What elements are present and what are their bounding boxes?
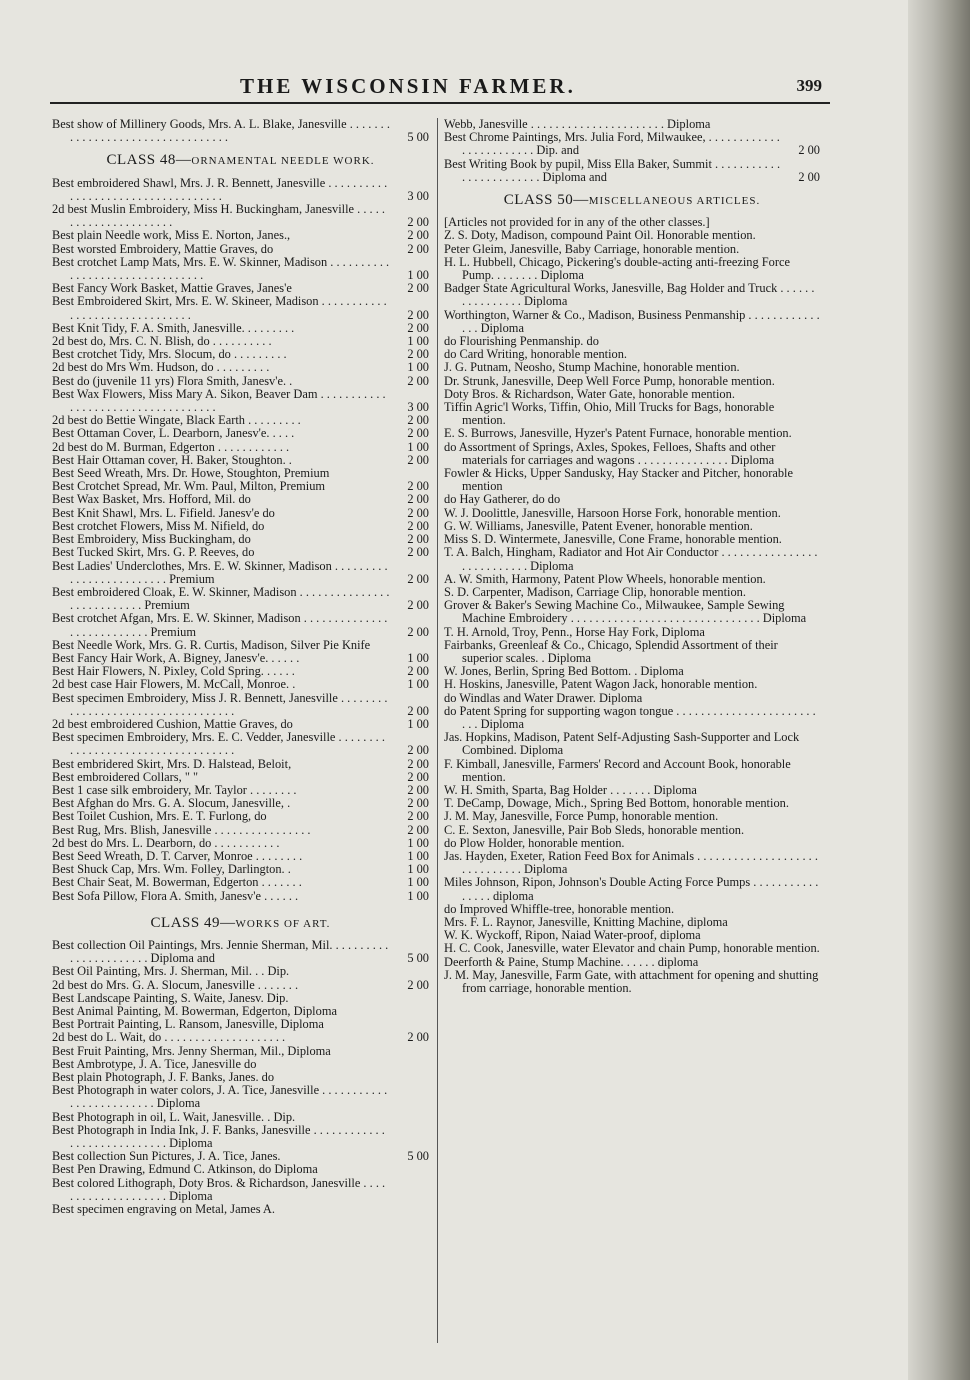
entry-amount: 2 00 [407,241,429,256]
entry-amount: 2 00 [407,307,429,322]
entry-text: 2d best do L. Wait, do . . . . . . . . . . . . . . . . . . . . [52,1030,286,1045]
page-header [50,72,830,104]
entry-text: J. M. May, Janesville, Force Pump, honorable mention. [444,809,719,824]
entry-text: Best Knit Tidy, F. A. Smith, Janesville. . . . . . . . . [52,320,295,335]
list-item [52,388,429,414]
class-48-number: CLASS 48— [106,152,192,169]
list-item [444,705,820,731]
entry-amount: 2 00 [407,571,429,586]
class-50-note: [Articles not provided for in any of the other classes.] [444,215,710,230]
list-item [444,361,820,374]
entry-text: Best specimen Embroidery, Mrs. E. C. Vedder, Janesville . . . . . . . . . . . . . . . . . . . . . . . . . . . . . . . . . . . [52,730,385,758]
list-item [52,824,429,837]
entry-amount: 5 00 [407,130,429,145]
list-item [52,295,429,321]
entry-text: Best crotchet Tidy, Mrs. Slocum, do . . . . . . . . . [52,347,287,362]
entry-text: Fairbanks, Greenleaf & Co., Chicago, Splendid Assortment of their superior scales. . Diploma [444,637,778,665]
entry-text: G. W. Williams, Janesville, Patent Evener, honorable mention. [444,518,753,533]
entry-text: Best Afghan do Mrs. G. A. Slocum, Janesville, . [52,796,291,811]
list-item [52,890,429,903]
entry-text: Best worsted Embroidery, Mattie Graves, do [52,241,274,256]
list-item [444,441,820,467]
entry-text: Dr. Strunk, Janesville, Deep Well Force Pump, honorable mention. [444,373,775,388]
entry-text: Best Pen Drawing, Edmund C. Atkinson, do Diploma [52,1162,318,1177]
entry-amount: 2 00 [407,664,429,679]
entry-text: 2d best do Bettie Wingate, Black Earth . . . . . . . . . [52,413,301,428]
entry-amount: 1 00 [407,875,429,890]
entry-text: Best crotchet Lamp Mats, Mrs. E. W. Skinner, Madison . . . . . . . . . . . . . . . . . . . . . . . . . . . . . . . . [52,254,390,283]
entry-amount: 2 00 [407,452,429,467]
entry-text: Grover & Baker's Sewing Machine Co., Milwaukee, Sample Sewing Machine Embroidery . . . . . . . . . . . . . . . . . . . . . . . . . . . . . . . Diploma [444,598,807,626]
list-item [52,441,429,454]
column-divider [437,118,438,1343]
entry-text: 2d best do Mrs. G. A. Slocum, Janesville . . . . . . . [52,977,299,992]
entry-text: Best Shuck Cap, Mrs. Wm. Folley, Darlington. . [52,862,291,877]
list-item [52,177,429,203]
entry-text: H. Hoskins, Janesville, Patent Wagon Jack, honorable mention. [444,677,758,692]
entry-text: do Plow Holder, honorable mention. [444,835,625,850]
class-50-entries [444,229,820,995]
entry-amount: 2 00 [407,756,429,771]
list-item [52,1111,429,1124]
list-item [444,507,820,520]
entry-amount: 3 00 [407,400,429,415]
entry-amount: 2 00 [407,413,429,428]
entry-text: do Windlas and Water Drawer. Diploma [444,690,643,705]
list-item [52,256,429,282]
entry-text: Peter Gleim, Janesville, Baby Carriage, honorable mention. [444,241,740,256]
list-item [444,467,820,493]
list-item [444,731,820,757]
entry-text: Best Tucked Skirt, Mrs. G. P. Reeves, do [52,545,255,560]
class-48-title: ORNAMENTAL NEEDLE WORK. [191,155,375,168]
list-item [52,810,429,823]
list-item [52,771,429,784]
list-item [444,282,820,308]
list-item [444,903,820,916]
list-item [444,639,820,665]
entry-text: do Flourishing Penmanship. do [444,334,599,349]
list-item [52,560,429,586]
list-item [444,546,820,572]
class-49-title: WORKS OF ART. [235,917,331,930]
entry-text: Miss S. D. Wintermete, Janesville, Cone Frame, honorable mention. [444,532,782,547]
entry-text: Best specimen engraving on Metal, James A. [52,1202,275,1217]
list-item [444,256,820,282]
entry-text: Best embridered Skirt, Mrs. D. Halstead, Beloit, [52,756,292,771]
right-intro-list [444,118,820,184]
entry-text: Tiffin Agric'l Works, Tiffin, Ohio, Mill Trucks for Bags, honorable mention. [444,400,775,428]
list-item [52,1124,429,1150]
entry-text: Best Ladies' Underclothes, Mrs. E. W. Skinner, Madison . . . . . . . . . . . . . . . . . . . . . . . . . Premium [52,558,388,586]
list-item [52,965,429,978]
class-48-entries [52,177,429,903]
list-item [444,824,820,837]
entry-text: 2d best do Mrs. L. Dearborn, do . . . . . . . . . . . [52,835,280,850]
entry-text: Badger State Agricultural Works, Janesville, Bag Holder and Truck . . . . . . . . . . . . . . . . Diploma [444,281,815,309]
list-item [444,626,820,639]
entry-text: J. G. Putnam, Neosho, Stump Machine, honorable mention. [444,360,740,375]
entry-text: Best Oil Painting, Mrs. J. Sherman, Mil. . . Dip. [52,964,290,979]
entry-text: 2d best do, Mrs. C. N. Blish, do . . . . . . . . . . [52,334,272,349]
class-48-heading [52,154,429,168]
entry-amount: 2 00 [407,228,429,243]
list-item [444,229,820,242]
entry-amount: 1 00 [407,862,429,877]
entry-amount: 2 00 [407,545,429,560]
list-item [52,612,429,638]
list-item [52,1163,429,1176]
entry-text: 2d best embroidered Cushion, Mattie Graves, do [52,716,293,731]
entry-amount: 1 00 [407,677,429,692]
entry-text: Best Fruit Painting, Mrs. Jenny Sherman, Mil., Diploma [52,1043,331,1058]
entry-text: Best Landscape Painting, S. Waite, Janesv. Dip. [52,990,289,1005]
entry-text: Best Chrome Paintings, Mrs. Julia Ford, Milwaukee, . . . . . . . . . . . . . . . . . . . . . . . . Dip. and [444,130,780,158]
entry-text: Fowler & Hicks, Upper Sandusky, Hay Stacker and Pitcher, honorable mention [444,466,793,494]
list-item [444,956,820,969]
entry-amount: 2 00 [407,215,429,230]
entry-amount: 1 00 [407,835,429,850]
entry-amount: 2 00 [798,169,820,184]
entry-text: Best Hair Flowers, N. Pixley, Cold Spring. . . . . . [52,664,295,679]
entry-text: Best plain Needle work, Miss E. Norton, Janes., [52,228,291,243]
entry-text: Best Sofa Pillow, Flora A. Smith, Janesv'e . . . . . . [52,888,299,903]
entry-text: do Patent Spring for supporting wagon tongue . . . . . . . . . . . . . . . . . . . . . . . . . . Diploma [444,703,816,731]
list-item [52,1203,429,1216]
list-item [52,1045,429,1058]
list-item [52,546,429,559]
entry-amount: 2 00 [407,977,429,992]
list-item [444,942,820,955]
entry-text: do Hay Gatherer, do do [444,492,561,507]
entry-text: T. DeCamp, Dowage, Mich., Spring Bed Bottom, honorable mention. [444,796,789,811]
entry-text: Best specimen Embroidery, Miss J. R. Bennett, Janesville . . . . . . . . . . . . . . . . . . . . . . . . . . . . . . . . . . . [52,690,388,718]
entry-text: Best Embroidered Skirt, Mrs. E. W. Skineer, Madison . . . . . . . . . . . . . . . . . . . . . . . . . . . . . . . [52,294,387,322]
book-binding-edge [908,0,970,1380]
list-item [52,507,429,520]
list-item [444,401,820,427]
list-item [52,375,429,388]
list-item [444,243,820,256]
entry-text: H. L. Hubbell, Chicago, Pickering's double-acting anti-freezing Force Pump. . . . . . . . Diploma [444,254,790,283]
entry-text: Best Fancy Work Basket, Mattie Graves, Janes'e [52,281,292,296]
entry-text: H. C. Cook, Janesville, water Elevator and chain Pump, honorable mention. [444,941,820,956]
entry-text: W. Jones, Berlin, Spring Bed Bottom. . Diploma [444,664,684,679]
entry-text: Best embroidered Shawl, Mrs. J. R. Bennett, Janesville . . . . . . . . . . . . . . . . . . . . . . . . . . . . . . . . . . . [52,175,388,203]
entry-amount: 2 00 [407,782,429,797]
entry-amount: 2 00 [407,532,429,547]
entry-amount: 2 00 [407,479,429,494]
list-item [52,758,429,771]
list-item [444,810,820,823]
entry-amount: 2 00 [407,822,429,837]
entry-text: Worthington, Warner & Co., Madison, Business Penmanship . . . . . . . . . . . . . . . Diploma [444,307,820,335]
class-50-title: MISCELLANEOUS ARTICLES. [588,195,761,208]
class-50-heading [444,194,820,208]
list-item [52,1031,429,1044]
entry-text: Best Photograph in India Ink, J. F. Banks, Janesville . . . . . . . . . . . . . . . . . . . . . . . . . . . . Diploma [52,1122,385,1151]
entry-amount: 5 00 [407,951,429,966]
list-item [52,939,429,965]
entry-text: Best Seed Wreath, Mrs. Dr. Howe, Stoughton, Premium [52,466,330,481]
list-item [52,731,429,757]
entry-text: do Assortment of Springs, Axles, Spokes, Felloes, Shafts and other materials for carriages and wagons . . . . . . . . . . . . . . . Diploma [444,439,776,467]
entry-amount: 2 00 [798,143,820,158]
entry-amount: 1 00 [407,360,429,375]
entry-text: Best collection Sun Pictures, J. A. Tice, Janes. [52,1149,281,1164]
entry-text: Best Ottaman Cover, L. Dearborn, Janesv'e. . . . . [52,426,295,441]
list-item [52,203,429,229]
entry-amount: 1 00 [407,650,429,665]
list-item [52,979,429,992]
entry-text: Best plain Photograph, J. F. Banks, Janes. do [52,1070,275,1085]
entry-text: Best do (juvenile 11 yrs) Flora Smith, Janesv'e. . [52,373,293,388]
entry-text: Z. S. Doty, Madison, compound Paint Oil. Honorable mention. [444,228,756,243]
entry-text: Best Rug, Mrs. Blish, Janesville . . . . . . . . . . . . . . . . [52,822,311,837]
entry-text: Best Knit Shawl, Mrs. L. Fifield. Janesv'e do [52,505,275,520]
entry-text: Best crotchet Afgan, Mrs. E. W. Skinner, Madison . . . . . . . . . . . . . . . . . . . . . . . . . . . Premium [52,611,388,639]
entry-amount: 2 00 [407,769,429,784]
entry-text: W. J. Doolittle, Janesville, Harsoon Horse Fork, honorable mention. [444,505,781,520]
entry-amount: 2 00 [407,320,429,335]
entry-text: T. H. Arnold, Troy, Penn., Horse Hay Fork, Diploma [444,624,705,639]
entry-text: 2d best case Hair Flowers, M. McCall, Monroe. . [52,677,296,692]
entry-amount: 2 00 [407,347,429,362]
list-item [444,427,820,440]
list-item [52,837,429,850]
entry-amount: 1 00 [407,268,429,283]
entry-amount: 1 00 [407,888,429,903]
entry-amount: 2 00 [407,624,429,639]
entry-text: Deerforth & Paine, Stump Machine. . . . . . diploma [444,954,699,969]
list-item [52,427,429,440]
entry-amount: 2 00 [407,492,429,507]
list-item [52,118,429,144]
entry-amount: 1 00 [407,716,429,731]
entry-text: Miles Johnson, Ripon, Johnson's Double Acting Force Pumps . . . . . . . . . . . . . . . . diploma [444,875,819,903]
entry-text: 2d best do Mrs Wm. Hudson, do . . . . . . . . . [52,360,270,375]
entry-text: Best Crotchet Spread, Mr. Wm. Paul, Milton, Premium [52,479,326,494]
list-item [444,969,820,995]
entry-text: F. Kimball, Janesville, Farmers' Record and Account Book, honorable mention. [444,756,791,784]
entry-text: Best Wax Basket, Mrs. Hofford, Mil. do [52,492,251,507]
entry-amount: 2 00 [407,809,429,824]
list-item [444,678,820,691]
entry-text: Best collection Oil Paintings, Mrs. Jennie Sherman, Mil. . . . . . . . . . . . . . . . . . . . . . . Diploma and [52,937,389,966]
list-item [52,876,429,889]
list-item [444,131,820,157]
entry-text: W. K. Wyckoff, Ripon, Naiad Water-proof, diploma [444,928,701,943]
entry-text: Mrs. F. L. Raynor, Janesville, Knitting Machine, diploma [444,914,728,929]
entry-amount: 2 00 [407,518,429,533]
entry-text: Best Portrait Painting, L. Ransom, Janesville, Diploma [52,1017,324,1032]
entry-text: Best Needle Work, Mrs. G. R. Curtis, Madison, Silver Pie Knife [52,637,371,652]
entry-text: J. M. May, Janesville, Farm Gate, with attachment for opening and shutting from carriage, honorable mention. [444,967,819,995]
list-item [444,876,820,902]
list-item [444,599,820,625]
running-title: THE WISCONSIN FARMER. [240,74,576,98]
page-number: 399 [796,76,822,95]
entry-text: Best show of Millinery Goods, Mrs. A. L. Blake, Janesville . . . . . . . . . . . . . . . . . . . . . . . . . . . . . . . . . [52,117,390,145]
entry-text: Best Embroidery, Miss Buckingham, do [52,532,251,547]
list-item [444,493,820,506]
entry-text: Best Hair Ottaman cover, H. Baker, Stoughton. . [52,452,292,467]
entry-amount: 2 00 [407,426,429,441]
entry-text: Best Toilet Cushion, Mrs. E. T. Furlong, do [52,809,267,824]
entry-text: W. H. Smith, Sparta, Bag Holder . . . . . . . Diploma [444,782,697,797]
entry-amount: 1 00 [407,439,429,454]
left-intro-list [52,118,429,144]
class-49-entries [52,939,429,1216]
entry-text: Jas. Hayden, Exeter, Ration Feed Box for Animals . . . . . . . . . . . . . . . . . . . . . . . . . . . . . . Diploma [444,848,818,877]
entry-text: Best Wax Flowers, Miss Mary A. Sikon, Beaver Dam . . . . . . . . . . . . . . . . . . . . . . . . . . . . . . . . . . . [52,386,386,415]
list-item [52,1084,429,1110]
list-item [52,243,429,256]
left-column [52,118,429,1216]
entry-text: Best embroidered Collars, " " [52,769,199,784]
entry-text: Best Chair Seat, M. Bowerman, Edgerton . . . . . . . [52,875,302,890]
list-item [52,1177,429,1203]
entry-amount: 3 00 [407,188,429,203]
entry-amount: 2 00 [407,505,429,520]
entry-amount: 2 00 [407,281,429,296]
entry-text: T. A. Balch, Hingham, Radiator and Hot Air Conductor . . . . . . . . . . . . . . . . . . . . . . . . . . . Diploma [444,545,818,573]
entry-text: Best 1 case silk embroidery, Mr. Taylor . . . . . . . . [52,782,297,797]
entry-text: Best Writing Book by pupil, Miss Ella Baker, Summit . . . . . . . . . . . . . . . . . . . . . . . . Diploma and [444,156,781,184]
entry-text: Best Seed Wreath, D. T. Carver, Monroe . . . . . . . . [52,848,303,863]
list-item [52,639,429,652]
list-item [444,375,820,388]
entry-amount: 2 00 [407,703,429,718]
entry-amount: 1 00 [407,848,429,863]
entry-amount: 2 00 [407,373,429,388]
entry-text: Best Ambrotype, J. A. Tice, Janesville do [52,1056,257,1071]
entry-amount: 2 00 [407,796,429,811]
entry-text: do Improved Whiffle-tree, honorable mention. [444,901,675,916]
entry-text: 2d best Muslin Embroidery, Miss H. Buckingham, Janesville . . . . . . . . . . . . . . . . . . . . . . [52,202,386,230]
list-item [444,758,820,784]
entry-text: Best Animal Painting, M. Bowerman, Edgerton, Diploma [52,1004,337,1018]
class-49-heading [52,914,429,931]
list-item [52,493,429,506]
entry-text: Best colored Lithograph, Doty Bros. & Richardson, Janesville . . . . . . . . . . . . . . . . . . . . Diploma [52,1175,386,1203]
entry-amount: 5 00 [407,1149,429,1164]
entry-amount: 2 00 [407,1030,429,1045]
list-item [52,692,429,718]
list-item [444,692,820,705]
class-50-number: CLASS 50— [503,192,589,209]
list-item [52,229,429,242]
entry-text: Best Fancy Hair Work, A. Bigney, Janesv'e. . . . . . [52,650,300,665]
entry-text: do Card Writing, honorable mention. [444,347,628,362]
entry-text: 2d best do M. Burman, Edgerton . . . . . . . . . . . . [52,439,290,454]
entry-amount: 2 00 [407,598,429,613]
list-item [52,361,429,374]
entry-amount: 2 00 [407,743,429,758]
entry-text: Best embroidered Cloak, E. W. Skinner, Madison . . . . . . . . . . . . . . . . . . . . . . . . . . . Premium [52,584,390,613]
list-item [52,678,429,691]
entry-text: Jas. Hopkins, Madison, Patent Self-Adjusting Sash-Supporter and Lock Combined. Diploma [444,730,800,758]
list-item [444,850,820,876]
list-item [52,586,429,612]
list-item [444,158,820,184]
entry-text: E. S. Burrows, Janesville, Hyzer's Patent Furnace, honorable mention. [444,426,792,441]
entry-text: S. D. Carpenter, Madison, Carriage Clip, honorable mention. [444,584,746,599]
list-item [444,309,820,335]
entry-text: Best crotchet Flowers, Miss M. Nifield, do [52,518,265,533]
entry-text: Best Photograph in water colors, J. A. Tice, Janesville . . . . . . . . . . . . . . . . . . . . . . . . . Diploma [52,1083,388,1111]
entry-text: C. E. Sexton, Janesville, Pair Bob Sleds, honorable mention. [444,822,745,837]
list-item [444,837,820,850]
entry-text: Best Photograph in oil, L. Wait, Janesville. . Dip. [52,1109,296,1124]
entry-text: A. W. Smith, Harmony, Patent Plow Wheels, honorable mention. [444,571,766,586]
class-49-number: CLASS 49— [150,914,236,931]
entry-amount: 1 00 [407,334,429,349]
list-item [444,573,820,586]
entry-text: Doty Bros. & Richardson, Water Gate, honorable mention. [444,386,735,401]
right-column [444,118,820,995]
entry-text: Webb, Janesville . . . . . . . . . . . . . . . . . . . . . . Diploma [444,117,711,131]
